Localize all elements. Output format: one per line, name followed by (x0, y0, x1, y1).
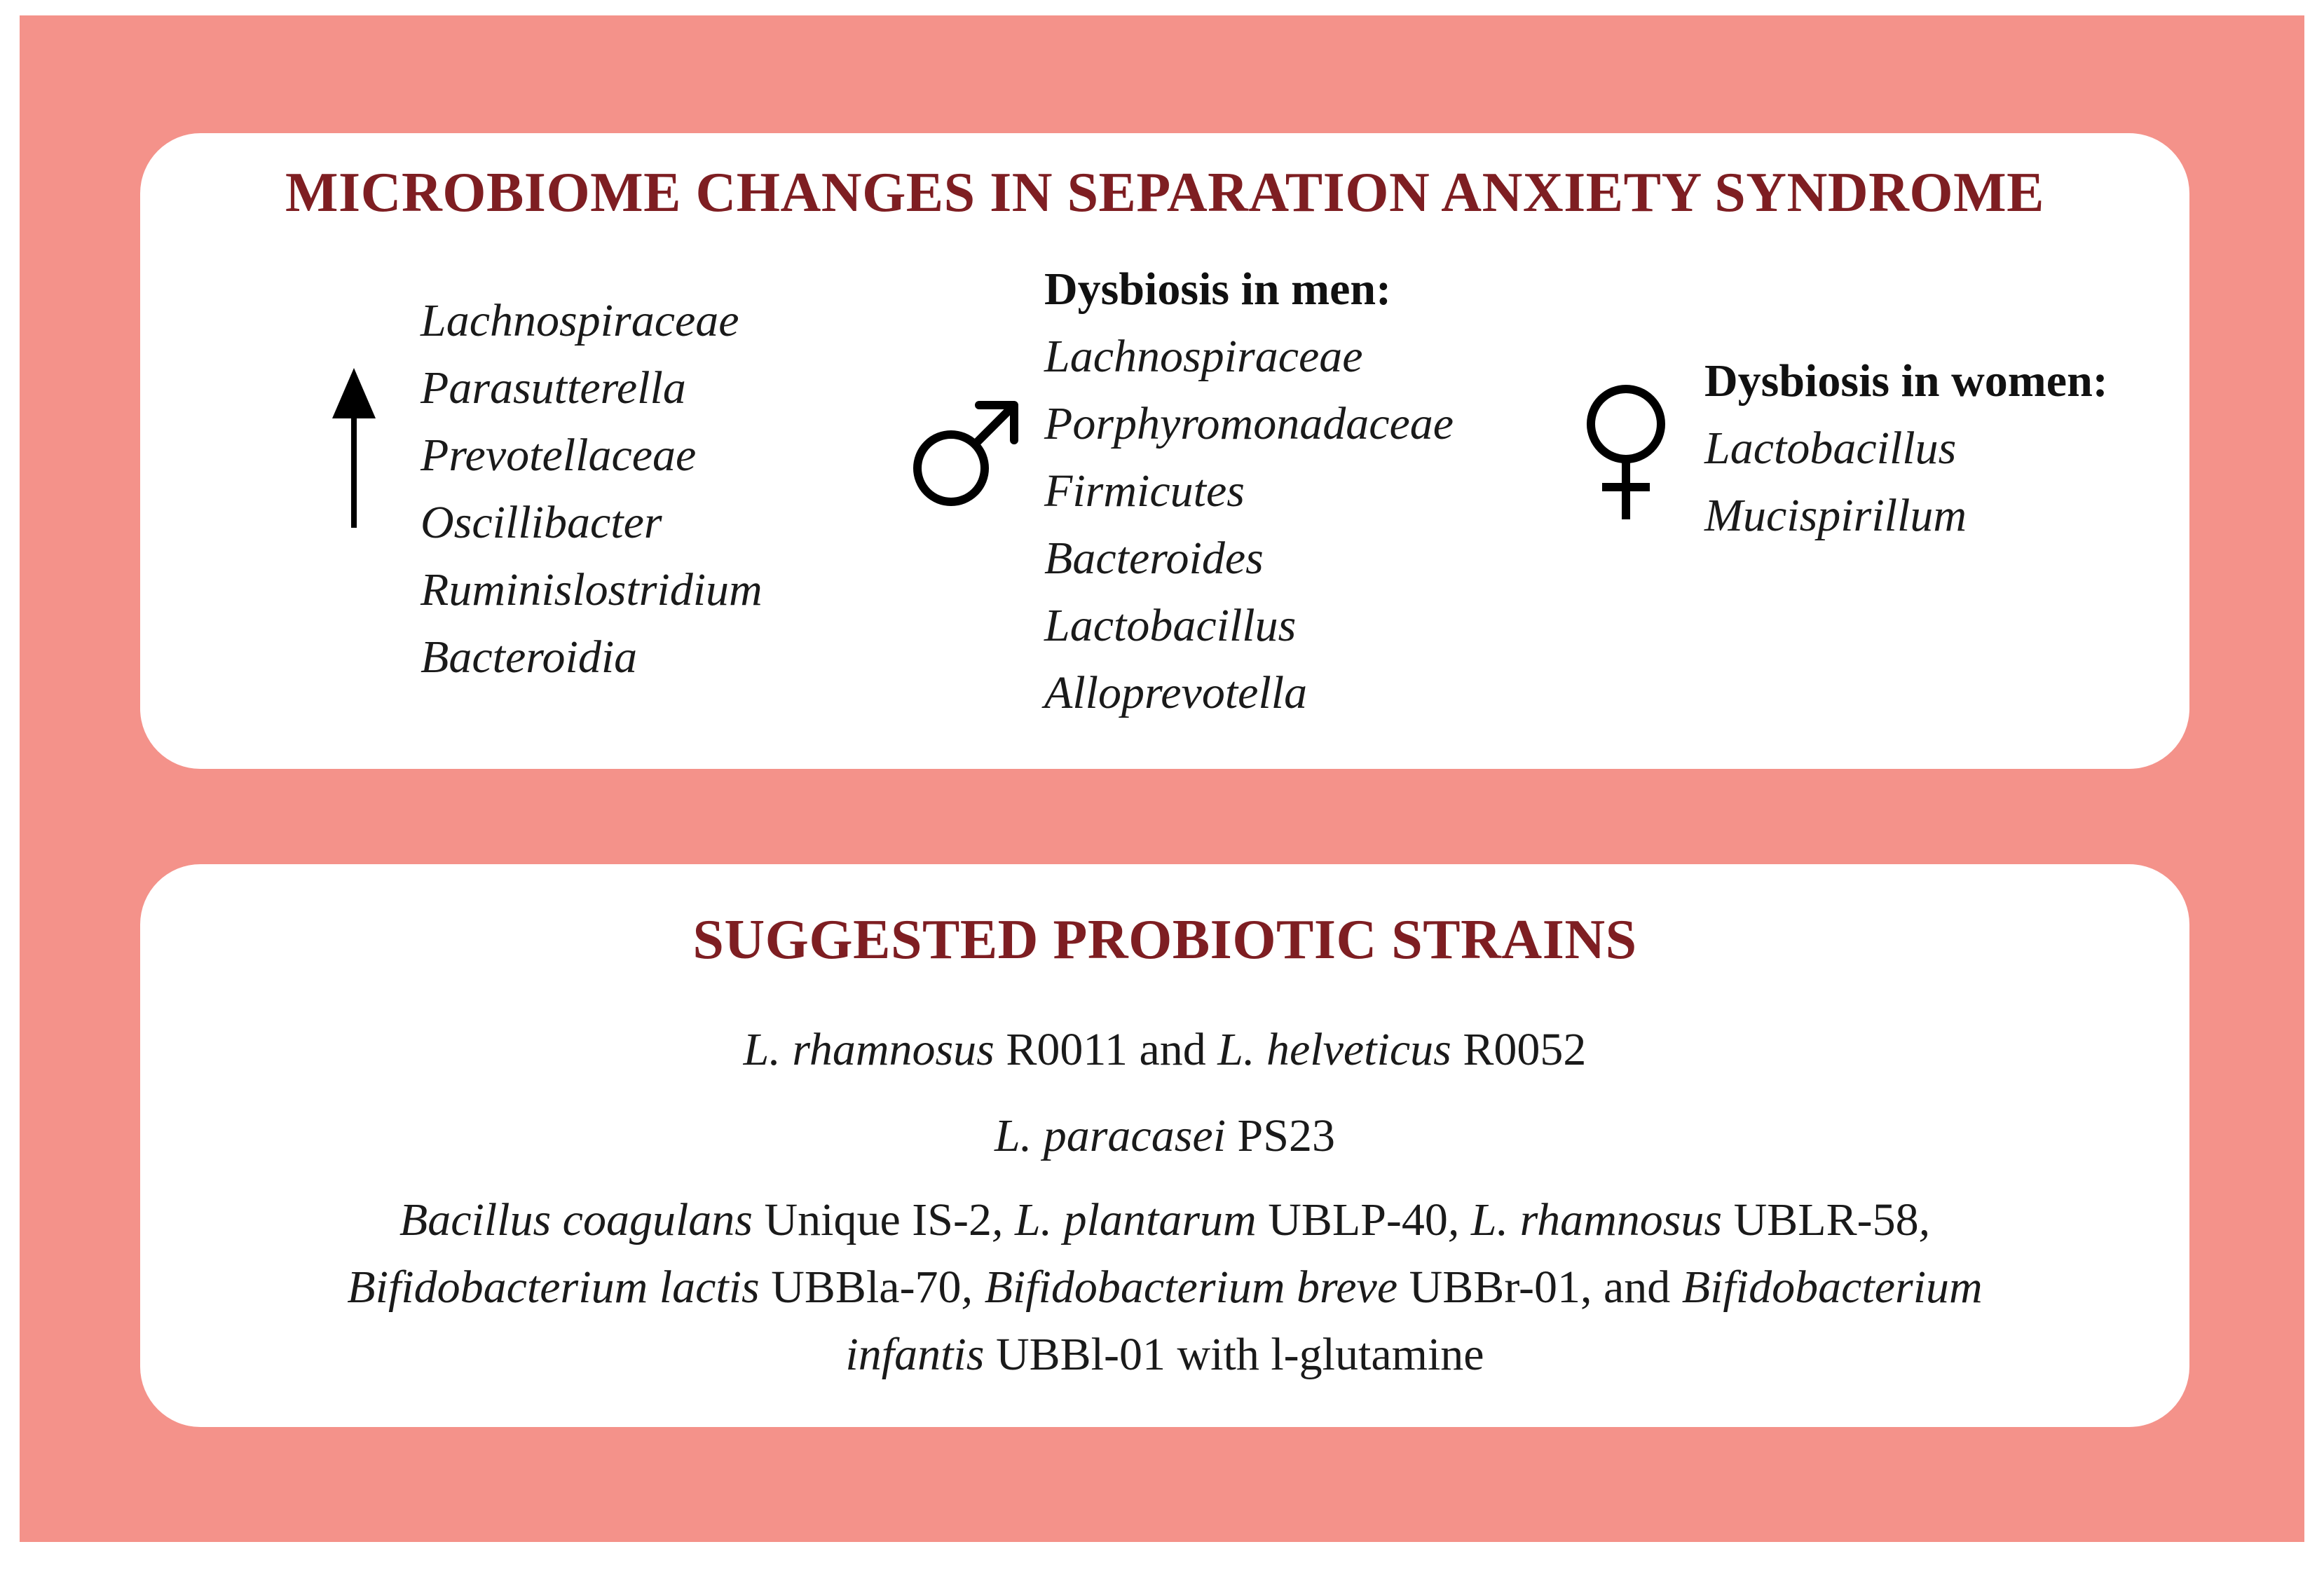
species-name: infantis (845, 1329, 985, 1380)
arrow-up-icon (329, 368, 378, 529)
strain-line-1 (140, 1016, 2189, 1084)
separator: , (991, 1194, 1015, 1245)
male-symbol-icon (908, 392, 1027, 512)
species-name: L. paracasei (994, 1110, 1226, 1161)
species-name: Bifidobacterium (1681, 1262, 1983, 1313)
list-item: Lachnospiraceae (1044, 331, 1363, 382)
strain-code: UBBl-01 with l-glutamine (984, 1329, 1484, 1380)
separator: , (1918, 1194, 1931, 1245)
species-name: L. helveticus (1217, 1024, 1451, 1075)
list-item: Prevotellaceae (421, 430, 697, 481)
microbiome-changes-panel (140, 133, 2189, 769)
female-symbol-icon (1577, 382, 1675, 522)
list-item: Lachnospiraceae (421, 295, 739, 346)
species-name: L. rhamnosus (1470, 1194, 1723, 1245)
strain-code: PS23 (1226, 1110, 1335, 1161)
separator: , (961, 1262, 985, 1313)
strain-code: UBLP-40 (1256, 1194, 1448, 1245)
list-item: Ruminislostridium (421, 564, 763, 615)
strain-line-3 (140, 1187, 2189, 1388)
increased-taxa-list (421, 287, 763, 691)
strain-code: Unique IS-2 (753, 1194, 992, 1245)
strain-code: UBBr-01, and (1397, 1262, 1682, 1313)
strain-code: UBBla-70 (759, 1262, 962, 1313)
list-item: Parasutterella (421, 362, 686, 414)
strain-line-2 (140, 1103, 2189, 1170)
strain-code: R0011 and (994, 1024, 1218, 1075)
list-item: Oscillibacter (421, 497, 662, 548)
species-name: Bifidobacterium lactis (347, 1262, 760, 1313)
species-name: L. plantarum (1014, 1194, 1257, 1245)
list-item: Firmicutes (1044, 465, 1245, 517)
list-item: Mucispirillum (1704, 490, 1967, 541)
list-item: Alloprevotella (1044, 667, 1308, 718)
list-item: Bacteroidia (421, 632, 638, 683)
men-dysbiosis-list (1044, 323, 1454, 727)
species-name: L. rhamnosus (743, 1024, 994, 1075)
list-item: Lactobacillus (1044, 600, 1297, 651)
species-name: Bifidobacterium breve (984, 1262, 1398, 1313)
list-item: Lactobacillus (1704, 423, 1957, 474)
species-name: Bacillus coagulans (399, 1194, 753, 1245)
strain-code: UBLR-58 (1722, 1194, 1919, 1245)
strain-code: R0052 (1451, 1024, 1587, 1075)
men-dysbiosis-heading: Dysbiosis in men: (1044, 264, 1392, 315)
microbiome-changes-title: MICROBIOME CHANGES IN SEPARATION ANXIETY SYNDROME (285, 162, 2044, 224)
probiotic-strains-panel (140, 864, 2189, 1427)
list-item: Bacteroides (1044, 533, 1264, 584)
separator: , (1447, 1194, 1471, 1245)
women-dysbiosis-heading: Dysbiosis in women: (1704, 355, 2108, 407)
women-dysbiosis-list (1704, 415, 1967, 550)
list-item: Porphyromonadaceae (1044, 398, 1454, 449)
probiotic-strains-title: SUGGESTED PROBIOTIC STRAINS (692, 909, 1637, 971)
